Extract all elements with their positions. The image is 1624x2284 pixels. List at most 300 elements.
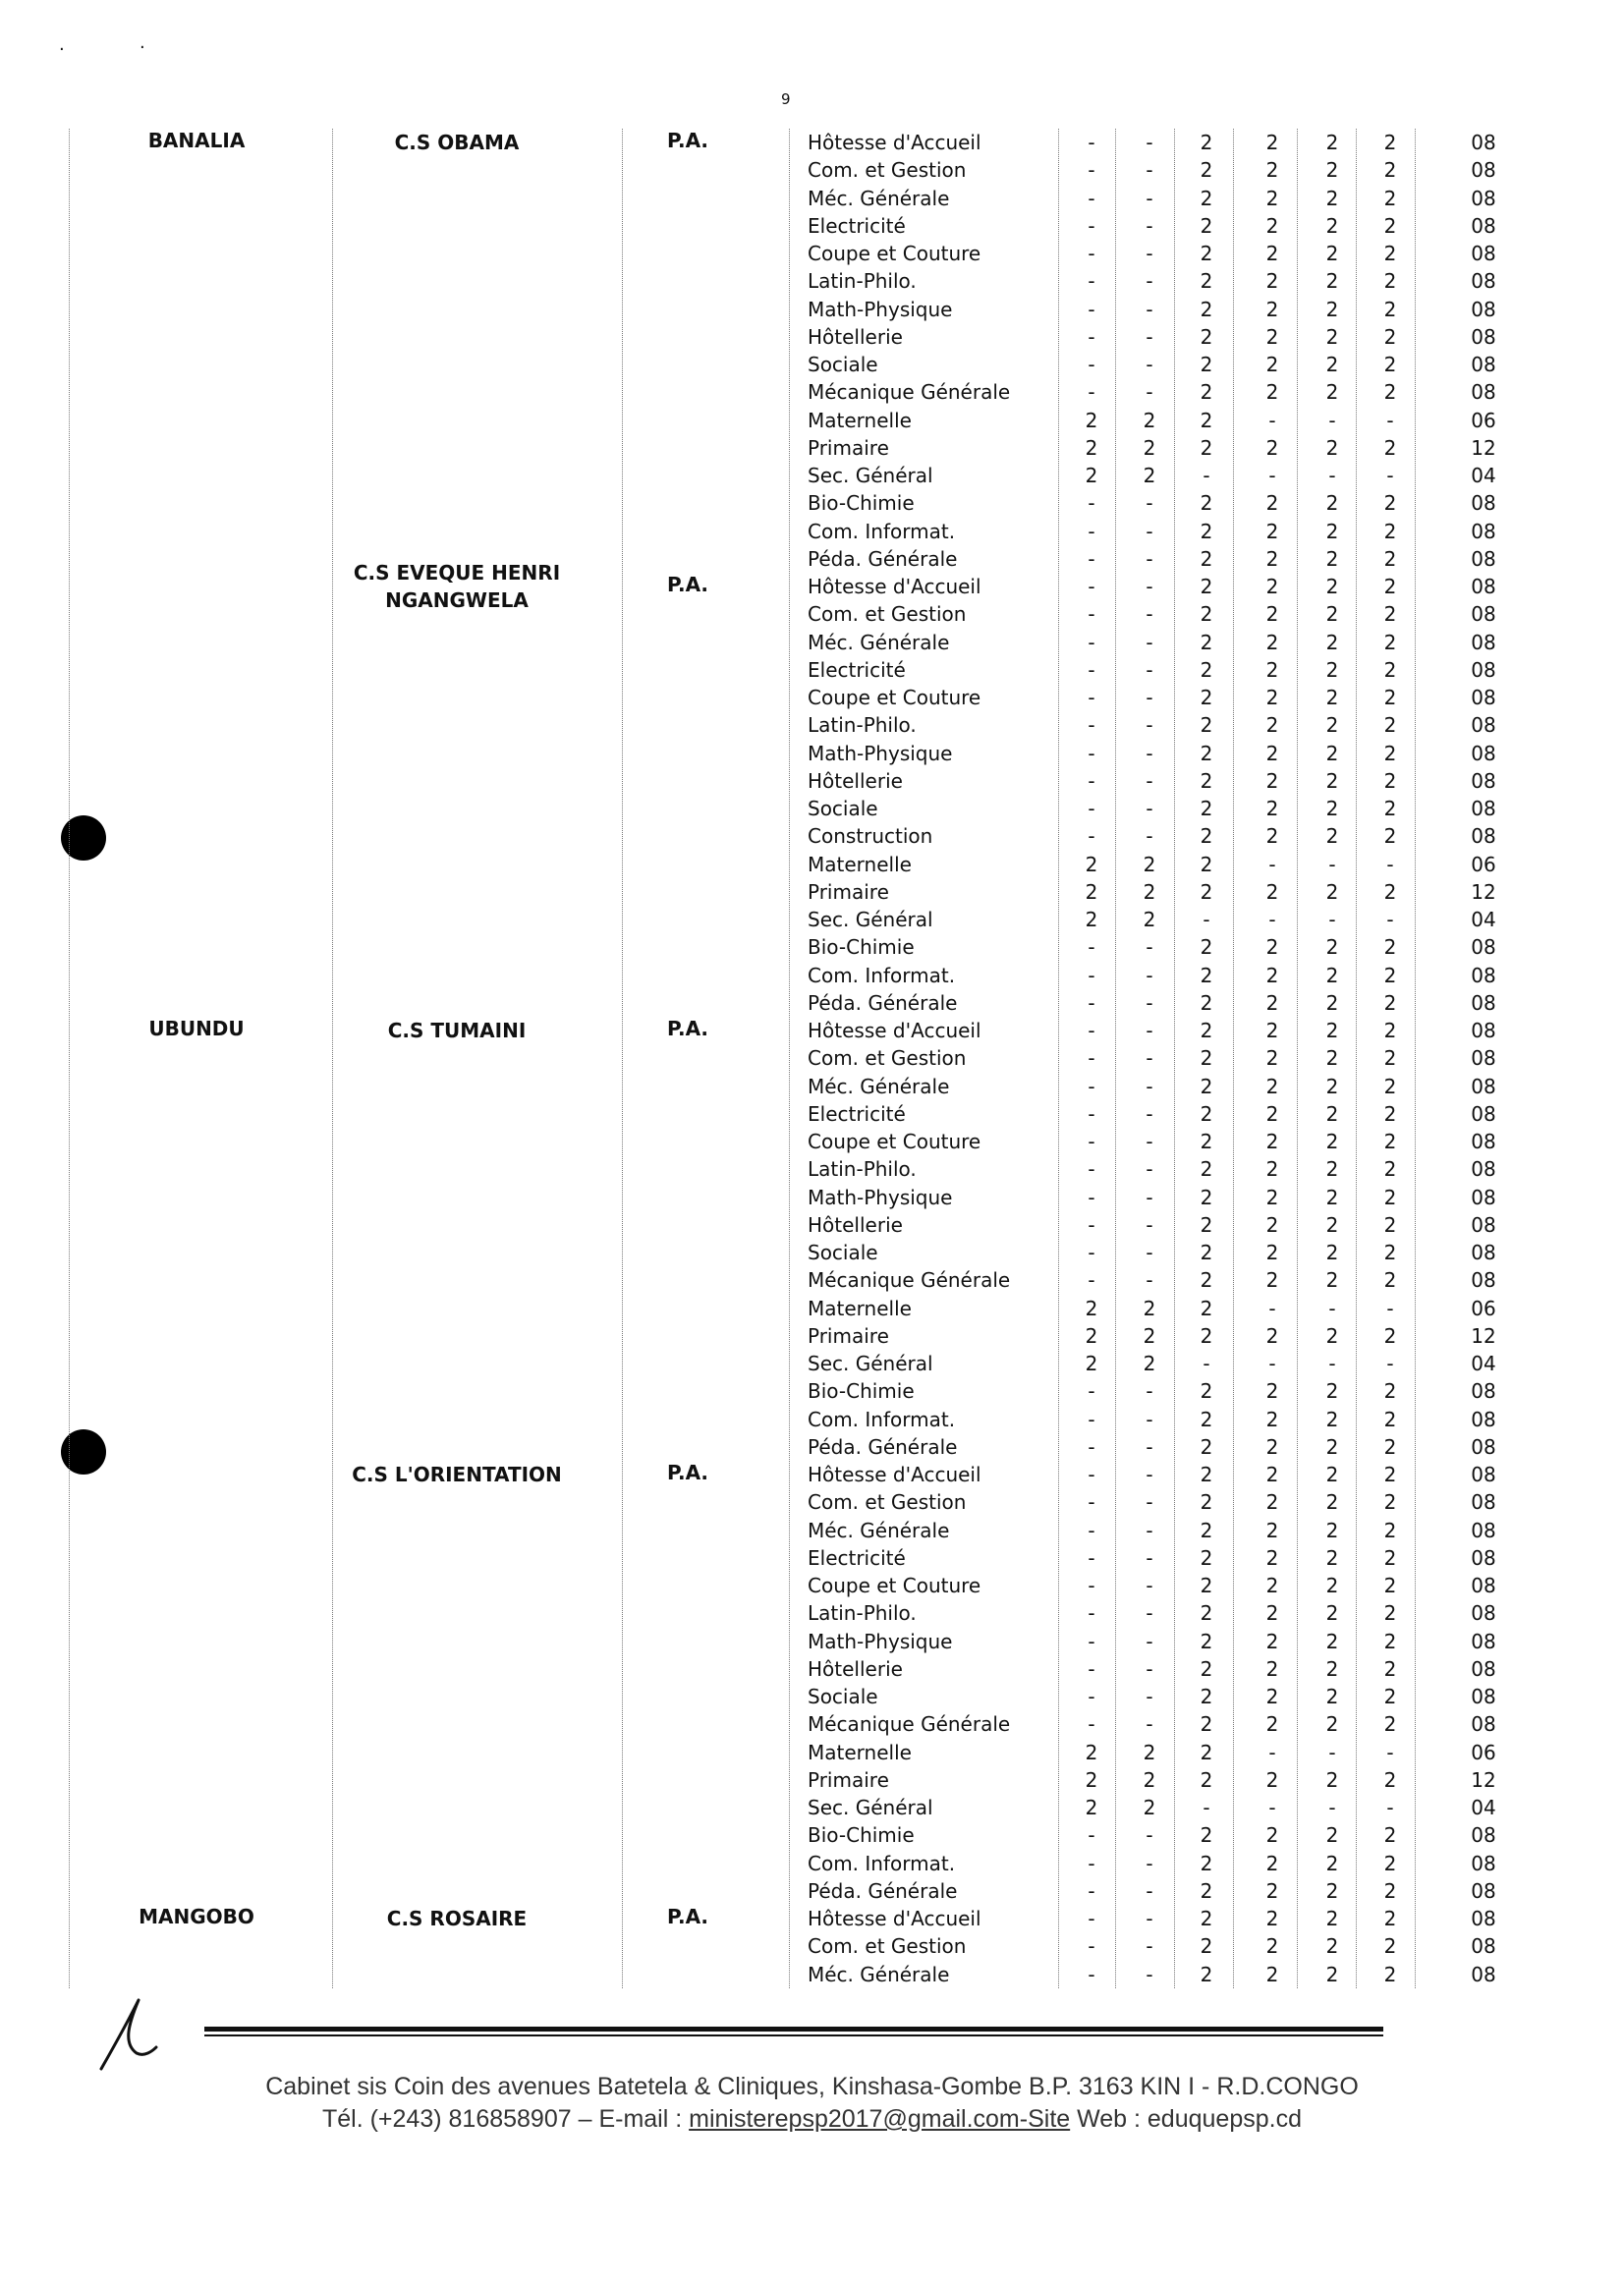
class-count-cell: 2 — [1325, 1157, 1339, 1182]
class-count-cell: 2 — [1200, 741, 1213, 765]
class-count-cell: 2 — [1200, 1851, 1213, 1875]
option-label: Primaire — [808, 435, 889, 460]
class-count-cell: 2 — [1265, 380, 1279, 405]
total-cell: 08 — [1471, 1656, 1496, 1681]
class-count-cell: - — [1088, 1878, 1095, 1903]
class-count-cell: 2 — [1143, 1352, 1156, 1375]
class-count-cell: 2 — [1200, 1130, 1213, 1153]
class-count-cell: - — [1328, 1796, 1336, 1819]
class-count-cell: 2 — [1265, 353, 1279, 376]
total-cell: 12 — [1471, 435, 1496, 460]
table-row — [0, 1877, 1624, 1905]
class-count-cell: 2 — [1265, 1934, 1279, 1959]
class-count-cell: 2 — [1265, 1463, 1279, 1486]
class-count-cell: 2 — [1265, 1241, 1279, 1264]
class-count-cell: 2 — [1383, 1601, 1397, 1626]
class-count-cell: 2 — [1200, 1268, 1213, 1293]
class-count-cell: 2 — [1383, 1323, 1397, 1348]
total-cell: 08 — [1471, 242, 1496, 265]
table-row — [0, 573, 1624, 600]
class-count-cell: - — [1328, 908, 1336, 931]
class-count-cell: - — [1328, 1352, 1336, 1375]
class-count-cell: - — [1088, 1656, 1095, 1681]
total-cell: 08 — [1471, 186, 1496, 210]
class-count-cell: - — [1146, 269, 1153, 294]
class-count-cell: 2 — [1325, 741, 1339, 765]
class-count-cell: - — [1088, 1101, 1095, 1126]
class-count-cell: 2 — [1200, 491, 1213, 516]
class-count-cell: 2 — [1265, 768, 1279, 793]
class-count-cell: - — [1088, 1518, 1095, 1542]
total-cell: 04 — [1471, 464, 1496, 487]
class-count-cell: 2 — [1325, 269, 1339, 294]
total-cell: 06 — [1471, 1296, 1496, 1320]
class-count-cell: - — [1088, 1434, 1095, 1459]
class-count-cell: 2 — [1325, 1823, 1339, 1848]
total-cell: 04 — [1471, 908, 1496, 931]
option-label: Maternelle — [808, 1740, 912, 1764]
class-count-cell: - — [1088, 1130, 1095, 1153]
table-row — [0, 1766, 1624, 1794]
class-count-cell: - — [1146, 1407, 1153, 1431]
class-count-cell: 2 — [1200, 797, 1213, 820]
option-label: Hôtesse d'Accueil — [808, 575, 981, 598]
class-count-cell: 2 — [1200, 1962, 1213, 1986]
class-count-cell: 2 — [1383, 324, 1397, 349]
total-cell: 08 — [1471, 131, 1496, 154]
option-label: Maternelle — [808, 1296, 912, 1320]
class-count-cell: - — [1088, 1685, 1095, 1708]
class-count-cell: 2 — [1265, 990, 1279, 1015]
class-count-cell: 2 — [1383, 575, 1397, 598]
class-count-cell: - — [1088, 242, 1095, 265]
class-count-cell: 2 — [1265, 213, 1279, 238]
table-row — [0, 1821, 1624, 1849]
class-count-cell: 2 — [1200, 824, 1213, 849]
total-cell: 08 — [1471, 1934, 1496, 1959]
class-count-cell: - — [1146, 186, 1153, 210]
class-count-cell: - — [1088, 935, 1095, 960]
option-label: Bio-Chimie — [808, 935, 915, 960]
class-count-cell: 2 — [1325, 297, 1339, 321]
class-count-cell: 2 — [1325, 990, 1339, 1015]
class-count-cell: - — [1386, 852, 1394, 876]
class-count-cell: 2 — [1325, 1574, 1339, 1597]
regime-label: P.A. — [666, 1461, 709, 1484]
option-label: Math-Physique — [808, 741, 953, 765]
total-cell: 08 — [1471, 1101, 1496, 1126]
class-count-cell: 2 — [1200, 1767, 1213, 1792]
class-count-cell: - — [1088, 1379, 1095, 1404]
class-count-cell: - — [1088, 213, 1095, 238]
class-count-cell: - — [1088, 297, 1095, 321]
class-count-cell: - — [1088, 1823, 1095, 1848]
total-cell: 08 — [1471, 1046, 1496, 1071]
class-count-cell: 2 — [1200, 1185, 1213, 1209]
class-count-cell: 2 — [1265, 269, 1279, 294]
option-label: Electricité — [808, 213, 906, 238]
class-count-cell: 2 — [1383, 519, 1397, 543]
class-count-cell: 2 — [1085, 408, 1098, 432]
table-row — [0, 1406, 1624, 1433]
class-count-cell: 2 — [1143, 1296, 1156, 1320]
zone-label: BANALIA — [147, 129, 246, 152]
class-count-cell: 2 — [1383, 1101, 1397, 1126]
class-count-cell: 2 — [1325, 686, 1339, 709]
class-count-cell: - — [1146, 1490, 1153, 1515]
class-count-cell: 2 — [1383, 1545, 1397, 1570]
footer-contact — [0, 2105, 1624, 2134]
class-count-cell: - — [1088, 491, 1095, 516]
class-count-cell: 2 — [1200, 686, 1213, 709]
class-count-cell: 2 — [1200, 990, 1213, 1015]
total-cell: 08 — [1471, 269, 1496, 294]
table-row — [0, 434, 1624, 462]
option-label: Com. et Gestion — [808, 1490, 967, 1515]
class-count-cell: - — [1146, 768, 1153, 793]
total-cell: 06 — [1471, 852, 1496, 876]
class-count-cell: - — [1328, 464, 1336, 487]
class-count-cell: - — [1203, 1796, 1210, 1819]
class-count-cell: 2 — [1383, 797, 1397, 820]
class-count-cell: 2 — [1383, 990, 1397, 1015]
class-count-cell: - — [1146, 242, 1153, 265]
option-label: Péda. Générale — [808, 1434, 958, 1459]
table-row — [0, 1433, 1624, 1461]
option-label: Méc. Générale — [808, 630, 950, 654]
class-count-cell: - — [1088, 131, 1095, 154]
class-count-cell: 2 — [1383, 1157, 1397, 1182]
class-count-cell: 2 — [1325, 380, 1339, 405]
class-count-cell: 2 — [1325, 1629, 1339, 1653]
table-row — [0, 545, 1624, 573]
class-count-cell: 2 — [1325, 657, 1339, 682]
class-count-cell: 2 — [1383, 713, 1397, 738]
option-label: Com. et Gestion — [808, 1046, 967, 1071]
school-name: C.S ROSAIRE — [386, 1907, 528, 1930]
zone-label: MANGOBO — [139, 1905, 254, 1928]
class-count-cell: 2 — [1325, 1130, 1339, 1153]
class-count-cell: 2 — [1085, 1352, 1098, 1375]
table-row — [0, 407, 1624, 434]
class-count-cell: 2 — [1325, 1878, 1339, 1903]
total-cell: 08 — [1471, 1574, 1496, 1597]
total-cell: 08 — [1471, 1629, 1496, 1653]
class-count-cell: - — [1088, 741, 1095, 765]
option-label: Construction — [808, 824, 933, 849]
total-cell: 08 — [1471, 1907, 1496, 1930]
table-row — [0, 1073, 1624, 1100]
class-count-cell: 2 — [1265, 1046, 1279, 1071]
class-count-cell: 2 — [1265, 879, 1279, 904]
class-count-cell: 2 — [1200, 963, 1213, 987]
total-cell: 06 — [1471, 1740, 1496, 1764]
class-count-cell: 2 — [1383, 1823, 1397, 1848]
column-divider — [1297, 129, 1298, 1988]
class-count-cell: - — [1088, 1407, 1095, 1431]
option-label: Bio-Chimie — [808, 491, 915, 516]
class-count-cell: 2 — [1200, 657, 1213, 682]
class-count-cell: 2 — [1143, 1740, 1156, 1764]
total-cell: 08 — [1471, 1241, 1496, 1264]
class-count-cell: 2 — [1383, 1712, 1397, 1737]
total-cell: 08 — [1471, 1518, 1496, 1542]
class-count-cell: 2 — [1200, 131, 1213, 154]
option-label: Mécanique Générale — [808, 1712, 1011, 1737]
class-count-cell: - — [1088, 713, 1095, 738]
class-count-cell: 2 — [1383, 1767, 1397, 1792]
class-count-cell: 2 — [1383, 657, 1397, 682]
class-count-cell: 2 — [1200, 768, 1213, 793]
option-label: Péda. Générale — [808, 1878, 958, 1903]
class-count-cell: 2 — [1383, 1046, 1397, 1071]
class-count-cell: - — [1146, 1629, 1153, 1653]
class-count-cell: - — [1268, 1296, 1276, 1320]
class-count-cell: 2 — [1200, 1823, 1213, 1848]
class-count-cell: 2 — [1325, 1545, 1339, 1570]
class-count-cell: 2 — [1265, 1629, 1279, 1653]
class-count-cell: 2 — [1383, 213, 1397, 238]
option-label: Maternelle — [808, 852, 912, 876]
class-count-cell: 2 — [1265, 1545, 1279, 1570]
footer-rule-thin — [204, 2034, 1383, 2036]
table-row — [0, 1488, 1624, 1516]
class-count-cell: 2 — [1200, 1712, 1213, 1737]
class-count-cell: 2 — [1085, 1740, 1098, 1764]
total-cell: 08 — [1471, 1463, 1496, 1486]
option-label: Electricité — [808, 1101, 906, 1126]
class-count-cell: 2 — [1383, 546, 1397, 571]
table-row — [0, 1850, 1624, 1877]
regime-label: P.A. — [666, 1905, 709, 1928]
class-count-cell: 2 — [1265, 186, 1279, 210]
class-count-cell: 2 — [1200, 1518, 1213, 1542]
option-label: Sociale — [808, 1685, 878, 1708]
class-count-cell: - — [1088, 324, 1095, 349]
table-row — [0, 323, 1624, 351]
class-count-cell: - — [1386, 1296, 1394, 1320]
class-count-cell: 2 — [1085, 852, 1098, 876]
total-cell: 08 — [1471, 1185, 1496, 1209]
class-count-cell: 2 — [1325, 797, 1339, 820]
class-count-cell: - — [1146, 1046, 1153, 1071]
class-count-cell: 2 — [1383, 1379, 1397, 1404]
school-name: C.S L'ORIENTATION — [352, 1463, 562, 1486]
class-count-cell: - — [1088, 1545, 1095, 1570]
class-count-cell: - — [1088, 1074, 1095, 1098]
class-count-cell: 2 — [1325, 213, 1339, 238]
class-count-cell: - — [1146, 1545, 1153, 1570]
class-count-cell: - — [1146, 1434, 1153, 1459]
class-count-cell: - — [1146, 741, 1153, 765]
table-row — [0, 212, 1624, 240]
table-row — [0, 1655, 1624, 1683]
class-count-cell: 2 — [1325, 1490, 1339, 1515]
option-label: Com. et Gestion — [808, 602, 967, 627]
table-row — [0, 878, 1624, 906]
table-row — [0, 1211, 1624, 1239]
table-row — [0, 518, 1624, 545]
class-count-cell: 2 — [1325, 824, 1339, 849]
class-count-cell: - — [1088, 1712, 1095, 1737]
school-name: C.S OBAMA — [394, 131, 520, 154]
class-count-cell: 2 — [1325, 1046, 1339, 1071]
class-count-cell: - — [1088, 1463, 1095, 1486]
column-divider — [1233, 129, 1234, 1988]
school-name: C.S EVEQUE HENRI NGANGWELA — [353, 561, 561, 612]
option-label: Mécanique Générale — [808, 380, 1011, 405]
class-count-cell: 2 — [1325, 1851, 1339, 1875]
class-count-cell: - — [1088, 990, 1095, 1015]
page-number: 9 — [781, 90, 791, 108]
total-cell: 08 — [1471, 824, 1496, 849]
class-count-cell: 2 — [1265, 797, 1279, 820]
class-count-cell: - — [1088, 1851, 1095, 1875]
class-count-cell: 2 — [1200, 1296, 1213, 1320]
class-count-cell: 2 — [1383, 1878, 1397, 1903]
total-cell: 08 — [1471, 1407, 1496, 1431]
class-count-cell: 2 — [1383, 1656, 1397, 1681]
class-count-cell: 2 — [1265, 824, 1279, 849]
class-count-cell: 2 — [1200, 380, 1213, 405]
class-count-cell: 2 — [1265, 657, 1279, 682]
total-cell: 08 — [1471, 1074, 1496, 1098]
option-label: Mécanique Générale — [808, 1268, 1011, 1293]
table-row — [0, 1155, 1624, 1183]
table-row — [0, 989, 1624, 1017]
option-label: Coupe et Couture — [808, 1130, 981, 1153]
table-row — [0, 1461, 1624, 1488]
class-count-cell: 2 — [1143, 408, 1156, 432]
class-count-cell: - — [1203, 1352, 1210, 1375]
class-count-cell: 2 — [1325, 1712, 1339, 1737]
table-row — [0, 629, 1624, 656]
total-cell: 08 — [1471, 519, 1496, 543]
total-cell: 08 — [1471, 491, 1496, 516]
total-cell: 08 — [1471, 324, 1496, 349]
class-count-cell: - — [1088, 797, 1095, 820]
class-count-cell: 2 — [1265, 1323, 1279, 1348]
option-label: Math-Physique — [808, 1185, 953, 1209]
class-count-cell: - — [1328, 1740, 1336, 1764]
class-count-cell: 2 — [1383, 186, 1397, 210]
class-count-cell: 2 — [1383, 879, 1397, 904]
table-row — [0, 378, 1624, 406]
table-row — [0, 684, 1624, 711]
total-cell: 08 — [1471, 797, 1496, 820]
footer-rule-thick — [204, 2027, 1383, 2032]
class-count-cell: 2 — [1383, 768, 1397, 793]
class-count-cell: - — [1088, 1157, 1095, 1182]
class-count-cell: - — [1088, 1185, 1095, 1209]
class-count-cell: 2 — [1325, 1463, 1339, 1486]
option-label: Hôtesse d'Accueil — [808, 1463, 981, 1486]
class-count-cell: - — [1268, 464, 1276, 487]
class-count-cell: 2 — [1200, 1685, 1213, 1708]
class-count-cell: - — [1146, 1823, 1153, 1848]
class-count-cell: 2 — [1383, 380, 1397, 405]
class-count-cell: 2 — [1200, 1101, 1213, 1126]
class-count-cell: 2 — [1200, 297, 1213, 321]
class-count-cell: - — [1146, 713, 1153, 738]
class-count-cell: 2 — [1143, 852, 1156, 876]
table-row — [0, 351, 1624, 378]
regime-label: P.A. — [666, 129, 709, 152]
class-count-cell: 2 — [1200, 186, 1213, 210]
class-count-cell: - — [1088, 630, 1095, 654]
class-count-cell: 2 — [1265, 297, 1279, 321]
class-count-cell: 2 — [1325, 242, 1339, 265]
class-count-cell: 2 — [1265, 1574, 1279, 1597]
class-count-cell: 2 — [1200, 1878, 1213, 1903]
class-count-cell: - — [1088, 1907, 1095, 1930]
class-count-cell: 2 — [1265, 131, 1279, 154]
class-count-cell: - — [1386, 1352, 1394, 1375]
table-row — [0, 1322, 1624, 1350]
class-count-cell: - — [1146, 519, 1153, 543]
table-row — [0, 656, 1624, 684]
class-count-cell: - — [1146, 1962, 1153, 1986]
total-cell: 04 — [1471, 1796, 1496, 1819]
class-count-cell: - — [1146, 990, 1153, 1015]
class-count-cell: - — [1146, 575, 1153, 598]
table-row — [0, 1628, 1624, 1655]
class-count-cell: 2 — [1383, 1019, 1397, 1042]
total-cell: 08 — [1471, 158, 1496, 183]
class-count-cell: 2 — [1383, 435, 1397, 460]
class-count-cell: 2 — [1200, 1601, 1213, 1626]
class-count-cell: 2 — [1265, 1518, 1279, 1542]
option-label: Electricité — [808, 657, 906, 682]
class-count-cell: 2 — [1085, 879, 1098, 904]
class-count-cell: 2 — [1383, 297, 1397, 321]
column-divider — [332, 129, 333, 1988]
class-count-cell: - — [1386, 1796, 1394, 1819]
total-cell: 08 — [1471, 1434, 1496, 1459]
table-row — [0, 1710, 1624, 1738]
class-count-cell: 2 — [1383, 1212, 1397, 1237]
class-count-cell: 2 — [1325, 1074, 1339, 1098]
class-count-cell: 2 — [1265, 1712, 1279, 1737]
table-row — [0, 1100, 1624, 1128]
option-label: Hôtesse d'Accueil — [808, 1019, 981, 1042]
column-divider — [1174, 129, 1175, 1988]
option-label: Com. et Gestion — [808, 158, 967, 183]
class-count-cell: 2 — [1200, 575, 1213, 598]
class-count-cell: 2 — [1085, 908, 1098, 931]
total-cell: 08 — [1471, 1685, 1496, 1708]
option-label: Com. Informat. — [808, 519, 956, 543]
option-label: Méc. Générale — [808, 1962, 950, 1986]
class-count-cell: - — [1146, 1074, 1153, 1098]
class-count-cell: - — [1146, 1130, 1153, 1153]
class-count-cell: - — [1088, 1241, 1095, 1264]
class-count-cell: 2 — [1325, 935, 1339, 960]
class-count-cell: 2 — [1325, 1434, 1339, 1459]
class-count-cell: - — [1088, 1962, 1095, 1986]
class-count-cell: 2 — [1325, 435, 1339, 460]
table-row — [0, 296, 1624, 323]
table-row — [0, 240, 1624, 267]
option-label: Primaire — [808, 879, 889, 904]
option-label: Latin-Philo. — [808, 1601, 917, 1626]
class-count-cell: 2 — [1200, 242, 1213, 265]
class-count-cell: 2 — [1200, 1490, 1213, 1515]
class-count-cell: 2 — [1200, 602, 1213, 627]
class-count-cell: 2 — [1383, 269, 1397, 294]
footer-email-link[interactable]: ministerepsp2017@gmail.com-Site — [689, 2105, 1071, 2133]
option-label: Primaire — [808, 1323, 889, 1348]
